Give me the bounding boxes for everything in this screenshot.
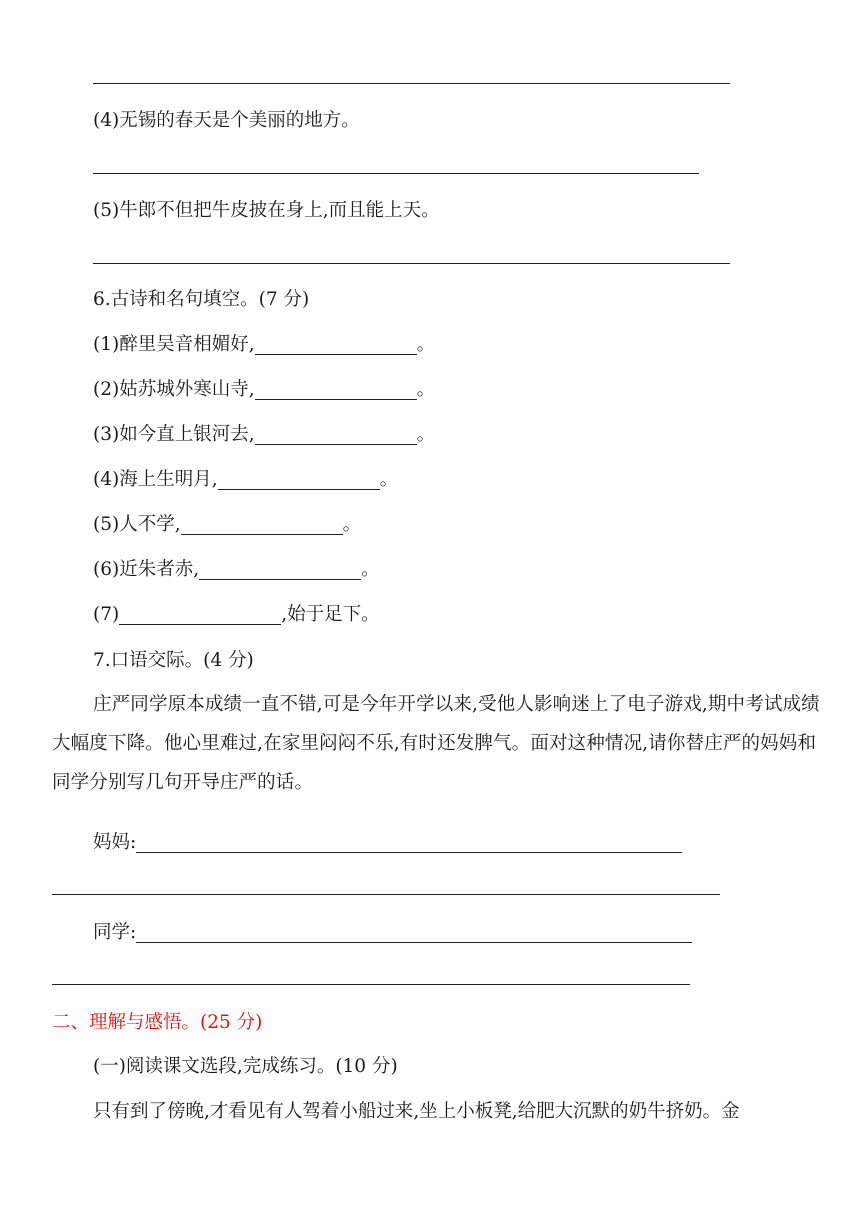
mom-answer-line[interactable] xyxy=(136,832,682,853)
q6-item-end: 。 xyxy=(416,334,436,355)
section-2-passage: 只有到了傍晚,才看见有人驾着小船过来,坐上小板凳,给肥大沉默的奶牛挤奶。金 xyxy=(93,1101,740,1122)
q6-item-6 xyxy=(93,557,380,583)
classmate-answer-line[interactable] xyxy=(136,922,692,943)
answer-line[interactable] xyxy=(52,984,690,985)
q6-item-text: (1)醉里吴音相媚好, xyxy=(93,334,255,355)
q6-item-end: 。 xyxy=(342,514,362,535)
fill-blank[interactable] xyxy=(218,469,380,490)
fill-blank[interactable] xyxy=(255,334,417,355)
answer-line[interactable] xyxy=(93,83,730,84)
q6-item-end: ,始于足下。 xyxy=(281,604,380,625)
q7-heading: 7.口语交际。(4 分) xyxy=(93,650,254,671)
q6-item-text: (6)近朱者赤, xyxy=(93,559,200,580)
fill-blank[interactable] xyxy=(119,604,281,625)
mom-label: 妈妈: xyxy=(93,832,137,853)
q5-item-4: (4)无锡的春天是个美丽的地方。 xyxy=(93,110,360,131)
fill-blank[interactable] xyxy=(199,559,361,580)
q6-item-5 xyxy=(93,512,361,538)
q6-item-text: (2)姑苏城外寒山寺, xyxy=(93,379,255,400)
fill-blank[interactable] xyxy=(255,379,417,400)
fill-blank[interactable] xyxy=(181,514,343,535)
answer-line[interactable] xyxy=(93,173,699,174)
q6-item-text: (5)人不学, xyxy=(93,514,181,535)
q7-classmate-row xyxy=(93,920,692,946)
q6-item-text: (3)如今直上银河去, xyxy=(93,424,255,445)
q6-item-1 xyxy=(93,332,435,358)
q6-item-3 xyxy=(93,422,435,448)
answer-line[interactable] xyxy=(93,263,730,264)
section-2-sub-heading: (一)阅读课文选段,完成练习。(10 分) xyxy=(93,1056,398,1077)
q6-heading: 6.古诗和名句填空。(7 分) xyxy=(93,289,310,310)
q7-mom-row xyxy=(93,830,682,856)
q6-item-end: 。 xyxy=(416,379,436,400)
classmate-label: 同学: xyxy=(93,922,137,943)
q6-item-4 xyxy=(93,467,398,493)
section-2-heading: 二、理解与感悟。(25 分) xyxy=(52,1012,263,1033)
q6-item-7 xyxy=(93,602,380,628)
q6-item-end: 。 xyxy=(416,424,436,445)
answer-line[interactable] xyxy=(52,894,720,895)
q5-item-5: (5)牛郎不但把牛皮披在身上,而且能上天。 xyxy=(93,200,440,221)
q6-item-end: 。 xyxy=(379,469,399,490)
q6-item-end: 。 xyxy=(361,559,380,580)
q7-paragraph: 庄严同学原本成绩一直不错,可是今年开学以来,受他人影响迷上了电子游戏,期中考试成绩大幅度下降。他心里难过,在家里闷闷不乐,有时还发脾气。面对这种情况,请你替庄严的妈妈和同学分别写几句开导庄严的话。 xyxy=(52,694,820,793)
q6-item-text: (7) xyxy=(93,604,120,625)
q6-item-text: (4)海上生明月, xyxy=(93,469,218,490)
q6-item-2 xyxy=(93,377,435,403)
fill-blank[interactable] xyxy=(255,424,417,445)
